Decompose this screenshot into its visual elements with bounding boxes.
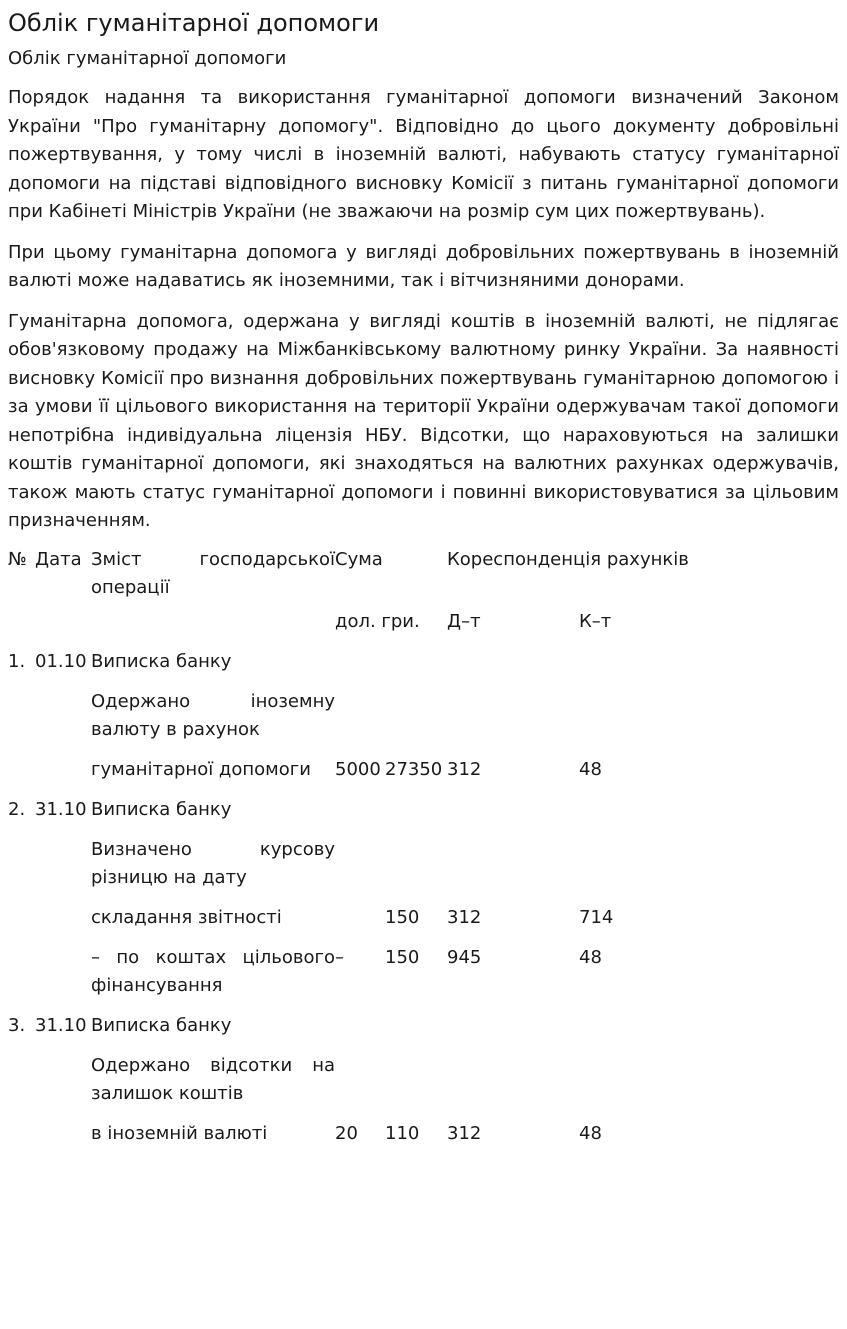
header-usd: дол. (335, 610, 376, 632)
table-row (8, 824, 709, 892)
table-row (8, 1040, 709, 1108)
table-row (8, 1108, 709, 1148)
row-uah: 110 (385, 1122, 420, 1144)
row-usd (335, 676, 385, 744)
row-credit: 48 (579, 758, 602, 780)
row-credit (579, 784, 709, 824)
row-debit: 945 (447, 946, 482, 968)
row-date (35, 744, 91, 784)
row-date (35, 1108, 91, 1148)
row-num (8, 932, 35, 1000)
row-usd: 20 (335, 1122, 358, 1144)
row-credit (579, 1040, 709, 1108)
accounting-table (8, 546, 709, 1148)
row-operation: – по коштах цільового фінансування (91, 946, 335, 996)
row-uah (385, 636, 447, 676)
row-debit: 312 (447, 906, 482, 928)
row-usd (335, 824, 385, 892)
row-date (35, 892, 91, 932)
paragraph-3: Гуманітарна допомога, одержана у вигляді коштів в іноземній валюті, не підлягає обов'язковому продажу на Міжбанківському валютному ринку України. За наявності висновку Комісії про визнання добровільних пожертвувань гуманітарною допомогою і за умови її цільового використання на території України одержувачам такої допомоги непотрібна індивідуальна ліцензія НБУ. Відсотки, що нараховуються на залишки коштів гуманітарної допомоги, які знаходяться на валютних рахунках одержувачів, також мають статус гуманітарної допомоги і повинні використовуватися за цільовим призначенням. (8, 310, 839, 531)
paragraph-1: Порядок надання та використання гуманітарної допомоги визначений Законом України "Про гуманітарну допомогу". Відповідно до цього документу добровільні пожертвування, у тому числі в іноземній валюті, набувають статусу гуманітарної допомоги на підставі відповідного висновку Комісії з питань гуманітарної допомоги при Кабінеті Міністрів України (не зважаючи на розмір сум цих пожертвувань). (8, 87, 839, 222)
row-debit (447, 784, 579, 824)
page-title: Облік гуманітарної допомоги (8, 9, 380, 37)
row-date (35, 824, 91, 892)
row-operation: Виписка банку (91, 1014, 232, 1036)
header-debit: Д–т (447, 610, 481, 632)
row-debit (447, 824, 579, 892)
row-credit: 48 (579, 1122, 602, 1144)
row-debit: 312 (447, 758, 482, 780)
header-operation: Зміст господарської операції (91, 548, 335, 598)
header-sum: Сума (335, 548, 383, 570)
row-uah (385, 1000, 447, 1040)
row-uah: 27350 (385, 758, 443, 780)
row-debit (447, 676, 579, 744)
row-credit (579, 1000, 709, 1040)
row-num: 3. (8, 1014, 26, 1036)
row-date (35, 932, 91, 1000)
row-debit (447, 1040, 579, 1108)
row-credit: 48 (579, 946, 602, 968)
row-operation: Виписка банку (91, 798, 232, 820)
header-num: № (8, 548, 27, 570)
row-operation: в іноземній валюті (91, 1122, 268, 1144)
row-operation: складання звітності (91, 906, 282, 928)
row-num: 1. (8, 650, 26, 672)
table-row (8, 932, 709, 1000)
row-operation: Визначено курсову різницю на дату (91, 838, 335, 888)
table-row (8, 1000, 709, 1040)
row-date: 31.10 (35, 798, 87, 820)
paragraph-2: При цьому гуманітарна допомога у вигляді добровільних пожертвувань в іноземній валюті може надаватись як іноземними, так і вітчизняними донорами. (8, 241, 839, 291)
table-row (8, 784, 709, 824)
row-usd: – (335, 946, 344, 968)
row-date (35, 676, 91, 744)
row-uah: 150 (385, 906, 420, 928)
row-num (8, 1108, 35, 1148)
row-usd: 5000 (335, 758, 381, 780)
row-num (8, 892, 35, 932)
row-usd (335, 892, 385, 932)
row-credit (579, 636, 709, 676)
row-credit: 714 (579, 906, 614, 928)
row-uah (385, 676, 447, 744)
row-operation: гуманітарної допомоги (91, 758, 311, 780)
row-uah (385, 824, 447, 892)
table-row (8, 892, 709, 932)
header-credit: К–т (579, 610, 612, 632)
table-header-row (8, 546, 709, 602)
row-num (8, 1040, 35, 1108)
row-uah (385, 1040, 447, 1108)
row-operation: Одержано відсотки на залишок коштів (91, 1054, 335, 1104)
row-operation: Виписка банку (91, 650, 232, 672)
row-credit (579, 824, 709, 892)
row-date: 01.10 (35, 650, 87, 672)
row-usd (335, 784, 385, 824)
row-date: 31.10 (35, 1014, 87, 1036)
page-subtitle: Облік гуманітарної допомоги (8, 48, 287, 69)
row-uah (385, 784, 447, 824)
table-subheader-row (8, 602, 709, 636)
row-debit: 312 (447, 1122, 482, 1144)
table-row (8, 676, 709, 744)
row-credit (579, 676, 709, 744)
row-operation: Одержано іноземну валюту в рахунок (91, 690, 335, 740)
row-date (35, 1040, 91, 1108)
row-debit (447, 636, 579, 676)
table-row (8, 636, 709, 676)
table-row (8, 744, 709, 784)
row-usd (335, 1000, 385, 1040)
row-num (8, 676, 35, 744)
row-usd (335, 636, 385, 676)
row-usd (335, 1040, 385, 1108)
header-uah: гри. (381, 610, 420, 632)
row-num (8, 744, 35, 784)
row-num: 2. (8, 798, 26, 820)
header-correspondence: Кореспонденція рахунків (447, 548, 689, 570)
row-num (8, 824, 35, 892)
header-date: Дата (35, 548, 82, 570)
row-uah: 150 (385, 946, 420, 968)
row-debit (447, 1000, 579, 1040)
